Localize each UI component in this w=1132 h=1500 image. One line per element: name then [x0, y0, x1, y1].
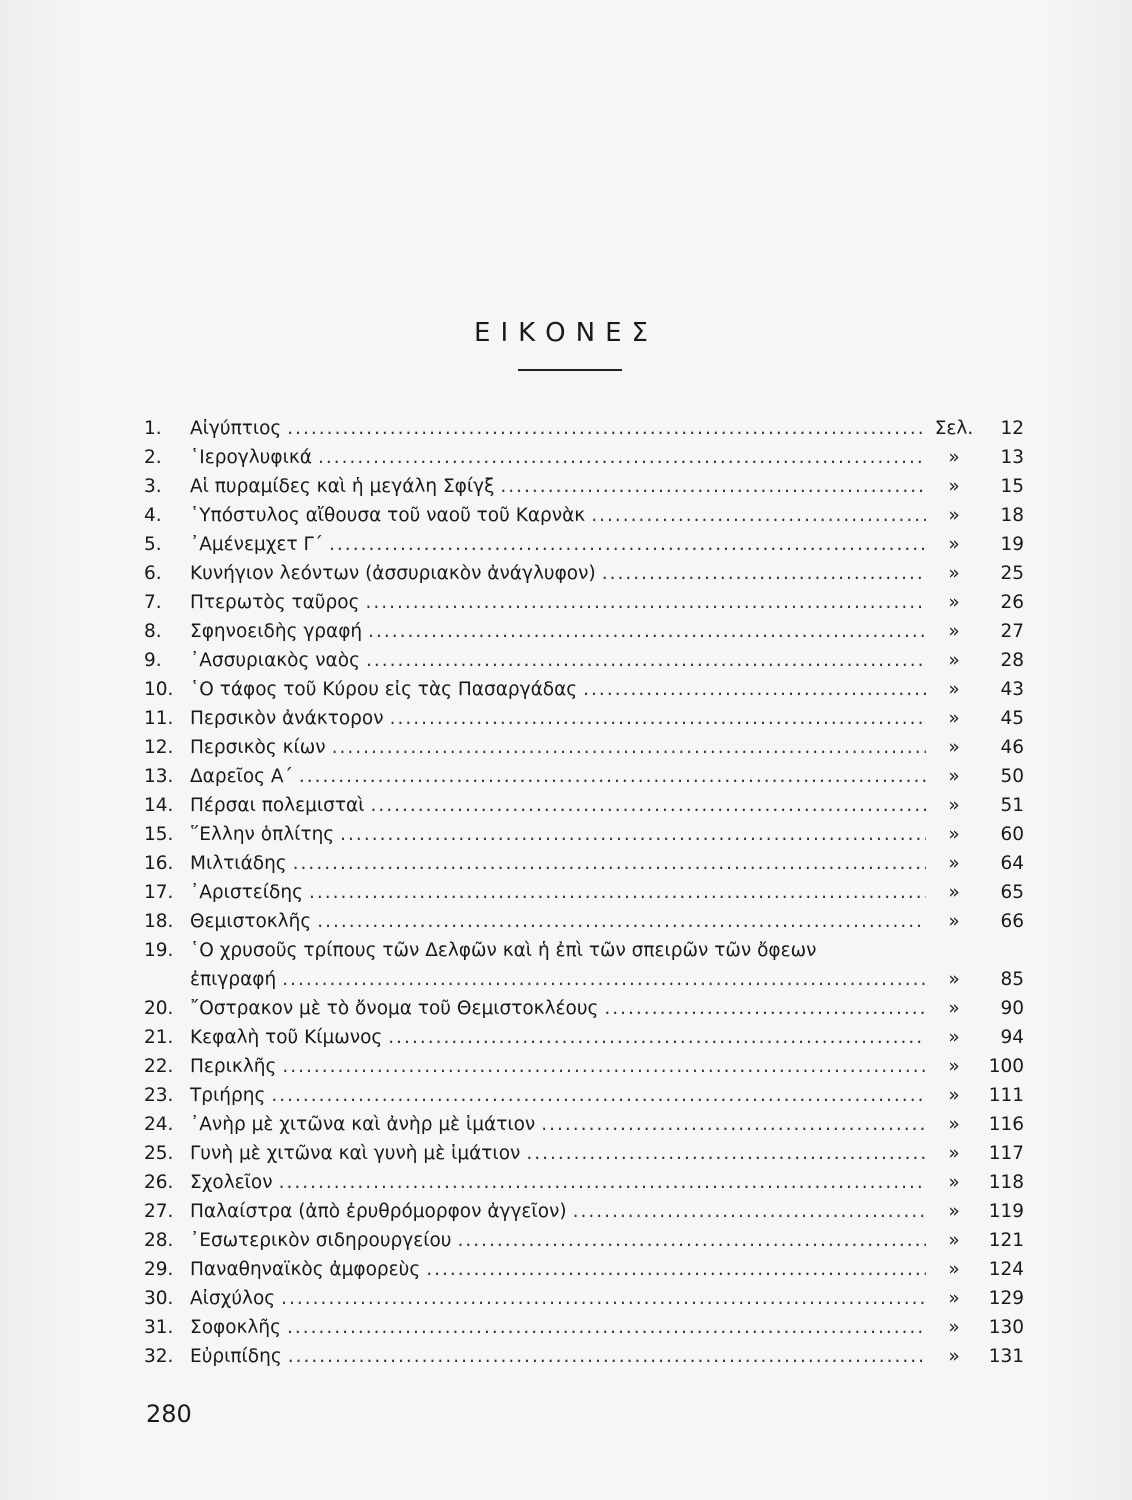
entry-title: Περικλῆς: [190, 1056, 277, 1077]
dot-leader: [287, 1317, 926, 1338]
entry-number: 24.: [144, 1114, 174, 1135]
entry-page: 50: [1000, 766, 1024, 787]
title-underline: [518, 369, 622, 371]
entry-page: 85: [1000, 969, 1024, 990]
toc-entry: [144, 766, 1024, 795]
toc-entry: [144, 737, 1024, 766]
entry-title: Αἱ πυραμίδες καὶ ἡ μεγάλη Σφίγξ: [190, 476, 495, 497]
page-ref-marker: »: [948, 969, 960, 990]
page-ref-marker: »: [948, 1346, 960, 1367]
dot-leader: [388, 1027, 926, 1048]
entry-number: 32.: [144, 1346, 174, 1367]
entry-title: ῾Ο τάφος τοῦ Κύρου εἰς τὰς Πασαργάδας: [190, 679, 578, 700]
dot-leader: [370, 795, 926, 816]
entry-page: 64: [1000, 853, 1024, 874]
dot-leader: [281, 1288, 926, 1309]
page-ref-marker: »: [948, 998, 960, 1019]
dot-leader: [287, 418, 926, 439]
entry-number: 13.: [144, 766, 174, 787]
page-ref-marker: »: [948, 853, 960, 874]
entry-title: Πτερωτὸς ταῦρος: [190, 592, 360, 613]
page-ref-marker: »: [948, 621, 960, 642]
entry-page: 130: [988, 1317, 1024, 1338]
toc-entry: [144, 795, 1024, 824]
entry-title: ῞Ελλην ὁπλίτης: [190, 824, 335, 845]
entry-title: Σχολεῖον: [190, 1172, 273, 1193]
entry-number: 15.: [144, 824, 174, 845]
page-ref-marker: »: [948, 1085, 960, 1106]
entry-number: 18.: [144, 911, 174, 932]
toc-entry: [144, 1230, 1024, 1259]
entry-page: 46: [1000, 737, 1024, 758]
entry-page: 27: [1000, 621, 1024, 642]
page-ref-marker: »: [948, 737, 960, 758]
entry-title: ῾Ο χρυσοῦς τρίπους τῶν Δελφῶν καὶ ἡ ἐπὶ τῶν σπειρῶν τῶν ὄφεων: [190, 940, 817, 961]
page-ref-marker: »: [948, 1027, 960, 1048]
entry-number: 21.: [144, 1027, 174, 1048]
entry-title: ῎Οστρακον μὲ τὸ ὄνομα τοῦ Θεμιστοκλέους: [190, 998, 599, 1019]
dot-leader: [591, 505, 926, 526]
entry-number: 16.: [144, 853, 174, 874]
toc-entry: [144, 708, 1024, 737]
entry-title: Παλαίστρα (ἀπὸ ἐρυθρόμορφον ἀγγεῖον): [190, 1201, 567, 1222]
entry-number: 11.: [144, 708, 174, 729]
page-ref-marker: »: [948, 766, 960, 787]
page-ref-marker: »: [948, 679, 960, 700]
entry-number: 30.: [144, 1288, 174, 1309]
entry-title: ἐπιγραφή: [190, 969, 277, 990]
entry-page: 26: [1000, 592, 1024, 613]
page-ref-marker: »: [948, 824, 960, 845]
entry-page: 51: [1000, 795, 1024, 816]
entry-number: 26.: [144, 1172, 174, 1193]
dot-leader: [365, 592, 926, 613]
page-ref-marker: »: [948, 592, 960, 613]
entry-number: 6.: [144, 563, 162, 584]
dot-leader: [573, 1201, 926, 1222]
entry-page: 66: [1000, 911, 1024, 932]
dot-leader: [458, 1230, 926, 1251]
toc-entry: [144, 621, 1024, 650]
entry-number: 25.: [144, 1143, 174, 1164]
entry-number: 28.: [144, 1230, 174, 1251]
page-ref-marker: »: [948, 795, 960, 816]
entry-number: 9.: [144, 650, 162, 671]
toc-entry: [144, 592, 1024, 621]
toc-entry: [144, 534, 1024, 563]
entry-page: 117: [988, 1143, 1024, 1164]
toc-entry: [144, 563, 1024, 592]
page-ref-marker: »: [948, 882, 960, 903]
page-ref-marker: »: [948, 1259, 960, 1280]
dot-leader: [309, 882, 926, 903]
entry-page: 118: [988, 1172, 1024, 1193]
entry-title: Περσικὸς κίων: [190, 737, 326, 758]
entry-number: 5.: [144, 534, 162, 555]
entry-title: ῾Ιερογλυφικά: [190, 447, 312, 468]
page-ref-marker: »: [948, 911, 960, 932]
dot-leader: [426, 1259, 926, 1280]
entry-page: 124: [988, 1259, 1024, 1280]
entry-number: 4.: [144, 505, 162, 526]
entry-title: Αἰγύπτιος: [190, 418, 282, 439]
entry-number: 23.: [144, 1085, 174, 1106]
entry-title: ᾿Αμένεμχετ Γ΄: [190, 534, 324, 555]
toc-entry: [144, 505, 1024, 534]
toc-entry: [144, 447, 1024, 476]
toc-entry: [144, 1027, 1024, 1056]
page-ref-marker: »: [948, 1056, 960, 1077]
toc-entry: [144, 998, 1024, 1027]
entry-number: 31.: [144, 1317, 174, 1338]
dot-leader: [318, 447, 926, 468]
toc-entry: [144, 1259, 1024, 1288]
page-ref-marker: Σελ.: [934, 418, 974, 439]
entry-number: 10.: [144, 679, 174, 700]
toc-entry: [144, 1085, 1024, 1114]
dot-leader: [541, 1114, 926, 1135]
entry-title: Μιλτιάδης: [190, 853, 287, 874]
dot-leader: [340, 824, 926, 845]
dot-leader: [368, 621, 926, 642]
entry-page: 129: [988, 1288, 1024, 1309]
page-ref-marker: »: [948, 563, 960, 584]
toc-entry: [144, 1056, 1024, 1085]
dot-leader: [282, 969, 926, 990]
entry-page: 111: [988, 1085, 1024, 1106]
entry-title: Περσικὸν ἀνάκτορον: [190, 708, 384, 729]
page-ref-marker: »: [948, 505, 960, 526]
dot-leader: [500, 476, 926, 497]
dot-leader: [288, 1346, 926, 1367]
toc-entry: [144, 1288, 1024, 1317]
toc-entry: [144, 1317, 1024, 1346]
entry-page: 15: [1000, 476, 1024, 497]
toc-entry: [144, 824, 1024, 853]
entry-number: 1.: [144, 418, 162, 439]
entry-title: Εὐριπίδης: [190, 1346, 282, 1367]
dot-leader: [390, 708, 926, 729]
toc-entry: [144, 940, 1024, 998]
entry-number: 20.: [144, 998, 174, 1019]
toc-entry: [144, 853, 1024, 882]
dot-leader: [332, 737, 926, 758]
entry-title: Σφηνοειδὴς γραφή: [190, 621, 363, 642]
dot-leader: [299, 766, 926, 787]
entry-title: Αἰσχύλος: [190, 1288, 276, 1309]
toc-entry: [144, 1172, 1024, 1201]
page-ref-marker: »: [948, 1288, 960, 1309]
page-ref-marker: »: [948, 476, 960, 497]
entry-page: 119: [988, 1201, 1024, 1222]
entry-page: 28: [1000, 650, 1024, 671]
dot-leader: [604, 998, 926, 1019]
entry-title: Κεφαλὴ τοῦ Κίμωνος: [190, 1027, 383, 1048]
entry-number: 27.: [144, 1201, 174, 1222]
list-of-illustrations: [144, 418, 1024, 1375]
entry-page: 116: [988, 1114, 1024, 1135]
entry-number: 14.: [144, 795, 174, 816]
entry-page: 100: [988, 1056, 1024, 1077]
entry-number: 8.: [144, 621, 162, 642]
toc-entry: [144, 1143, 1024, 1172]
entry-title: Τριήρης: [190, 1085, 266, 1106]
page-title: ΕΙΚΟΝΕΣ: [474, 318, 658, 348]
entry-title: Σοφοκλῆς: [190, 1317, 281, 1338]
page-ref-marker: »: [948, 1230, 960, 1251]
entry-title: ᾿Αριστείδης: [190, 882, 303, 903]
toc-entry: [144, 911, 1024, 940]
page-ref-marker: »: [948, 1143, 960, 1164]
entry-title: Θεμιστοκλῆς: [190, 911, 312, 932]
dot-leader: [282, 1056, 926, 1077]
page-ref-marker: »: [948, 1201, 960, 1222]
entry-page: 90: [1000, 998, 1024, 1019]
entry-page: 18: [1000, 505, 1024, 526]
entry-page: 131: [988, 1346, 1024, 1367]
toc-entry: [144, 1114, 1024, 1143]
entry-page: 121: [988, 1230, 1024, 1251]
page-ref-marker: »: [948, 650, 960, 671]
page-ref-marker: »: [948, 1172, 960, 1193]
entry-page: 25: [1000, 563, 1024, 584]
entry-number: 29.: [144, 1259, 174, 1280]
entry-page: 60: [1000, 824, 1024, 845]
page-ref-marker: »: [948, 447, 960, 468]
entry-page: 43: [1000, 679, 1024, 700]
page-ref-marker: »: [948, 708, 960, 729]
toc-entry: [144, 1201, 1024, 1230]
entry-page: 45: [1000, 708, 1024, 729]
entry-number: 17.: [144, 882, 174, 903]
page-number: 280: [146, 1400, 192, 1428]
toc-entry: [144, 679, 1024, 708]
dot-leader: [602, 563, 926, 584]
dot-leader: [317, 911, 926, 932]
dot-leader: [293, 853, 926, 874]
entry-page: 12: [1000, 418, 1024, 439]
entry-number: 3.: [144, 476, 162, 497]
entry-page: 94: [1000, 1027, 1024, 1048]
entry-title: ῾Υπόστυλος αἴθουσα τοῦ ναοῦ τοῦ Καρνὰκ: [190, 505, 586, 526]
dot-leader: [583, 679, 926, 700]
entry-title: Πέρσαι πολεμισταὶ: [190, 795, 365, 816]
entry-title: Παναθηναϊκὸς ἀμφορεὺς: [190, 1259, 421, 1280]
dot-leader: [526, 1143, 926, 1164]
page-ref-marker: »: [948, 534, 960, 555]
entry-number: 7.: [144, 592, 162, 613]
dot-leader: [366, 650, 926, 671]
dot-leader: [279, 1172, 926, 1193]
page-ref-marker: »: [948, 1317, 960, 1338]
page-ref-marker: »: [948, 1114, 960, 1135]
entry-page: 65: [1000, 882, 1024, 903]
toc-entry: [144, 1346, 1024, 1375]
entry-page: 19: [1000, 534, 1024, 555]
entry-title: Δαρεῖος Α΄: [190, 766, 293, 787]
toc-entry: [144, 476, 1024, 505]
entry-number: 12.: [144, 737, 174, 758]
entry-number: 19.: [144, 940, 174, 961]
toc-entry: [144, 882, 1024, 911]
entry-title: Γυνὴ μὲ χιτῶνα καὶ γυνὴ μὲ ἱμάτιον: [190, 1143, 521, 1164]
entry-page: 13: [1000, 447, 1024, 468]
entry-title: ᾿Ανὴρ μὲ χιτῶνα καὶ ἀνὴρ μὲ ἱμάτιον: [190, 1114, 536, 1135]
dot-leader: [271, 1085, 926, 1106]
entry-title: ᾿Εσωτερικὸν σιδηρουργείου: [190, 1230, 452, 1251]
entry-number: 2.: [144, 447, 162, 468]
toc-entry: [144, 650, 1024, 679]
entry-title: Κυνήγιον λεόντων (ἀσσυριακὸν ἀνάγλυφον): [190, 563, 596, 584]
toc-entry: [144, 418, 1024, 447]
entry-number: 22.: [144, 1056, 174, 1077]
entry-title: ᾿Ασσυριακὸς ναὸς: [190, 650, 360, 671]
dot-leader: [329, 534, 926, 555]
